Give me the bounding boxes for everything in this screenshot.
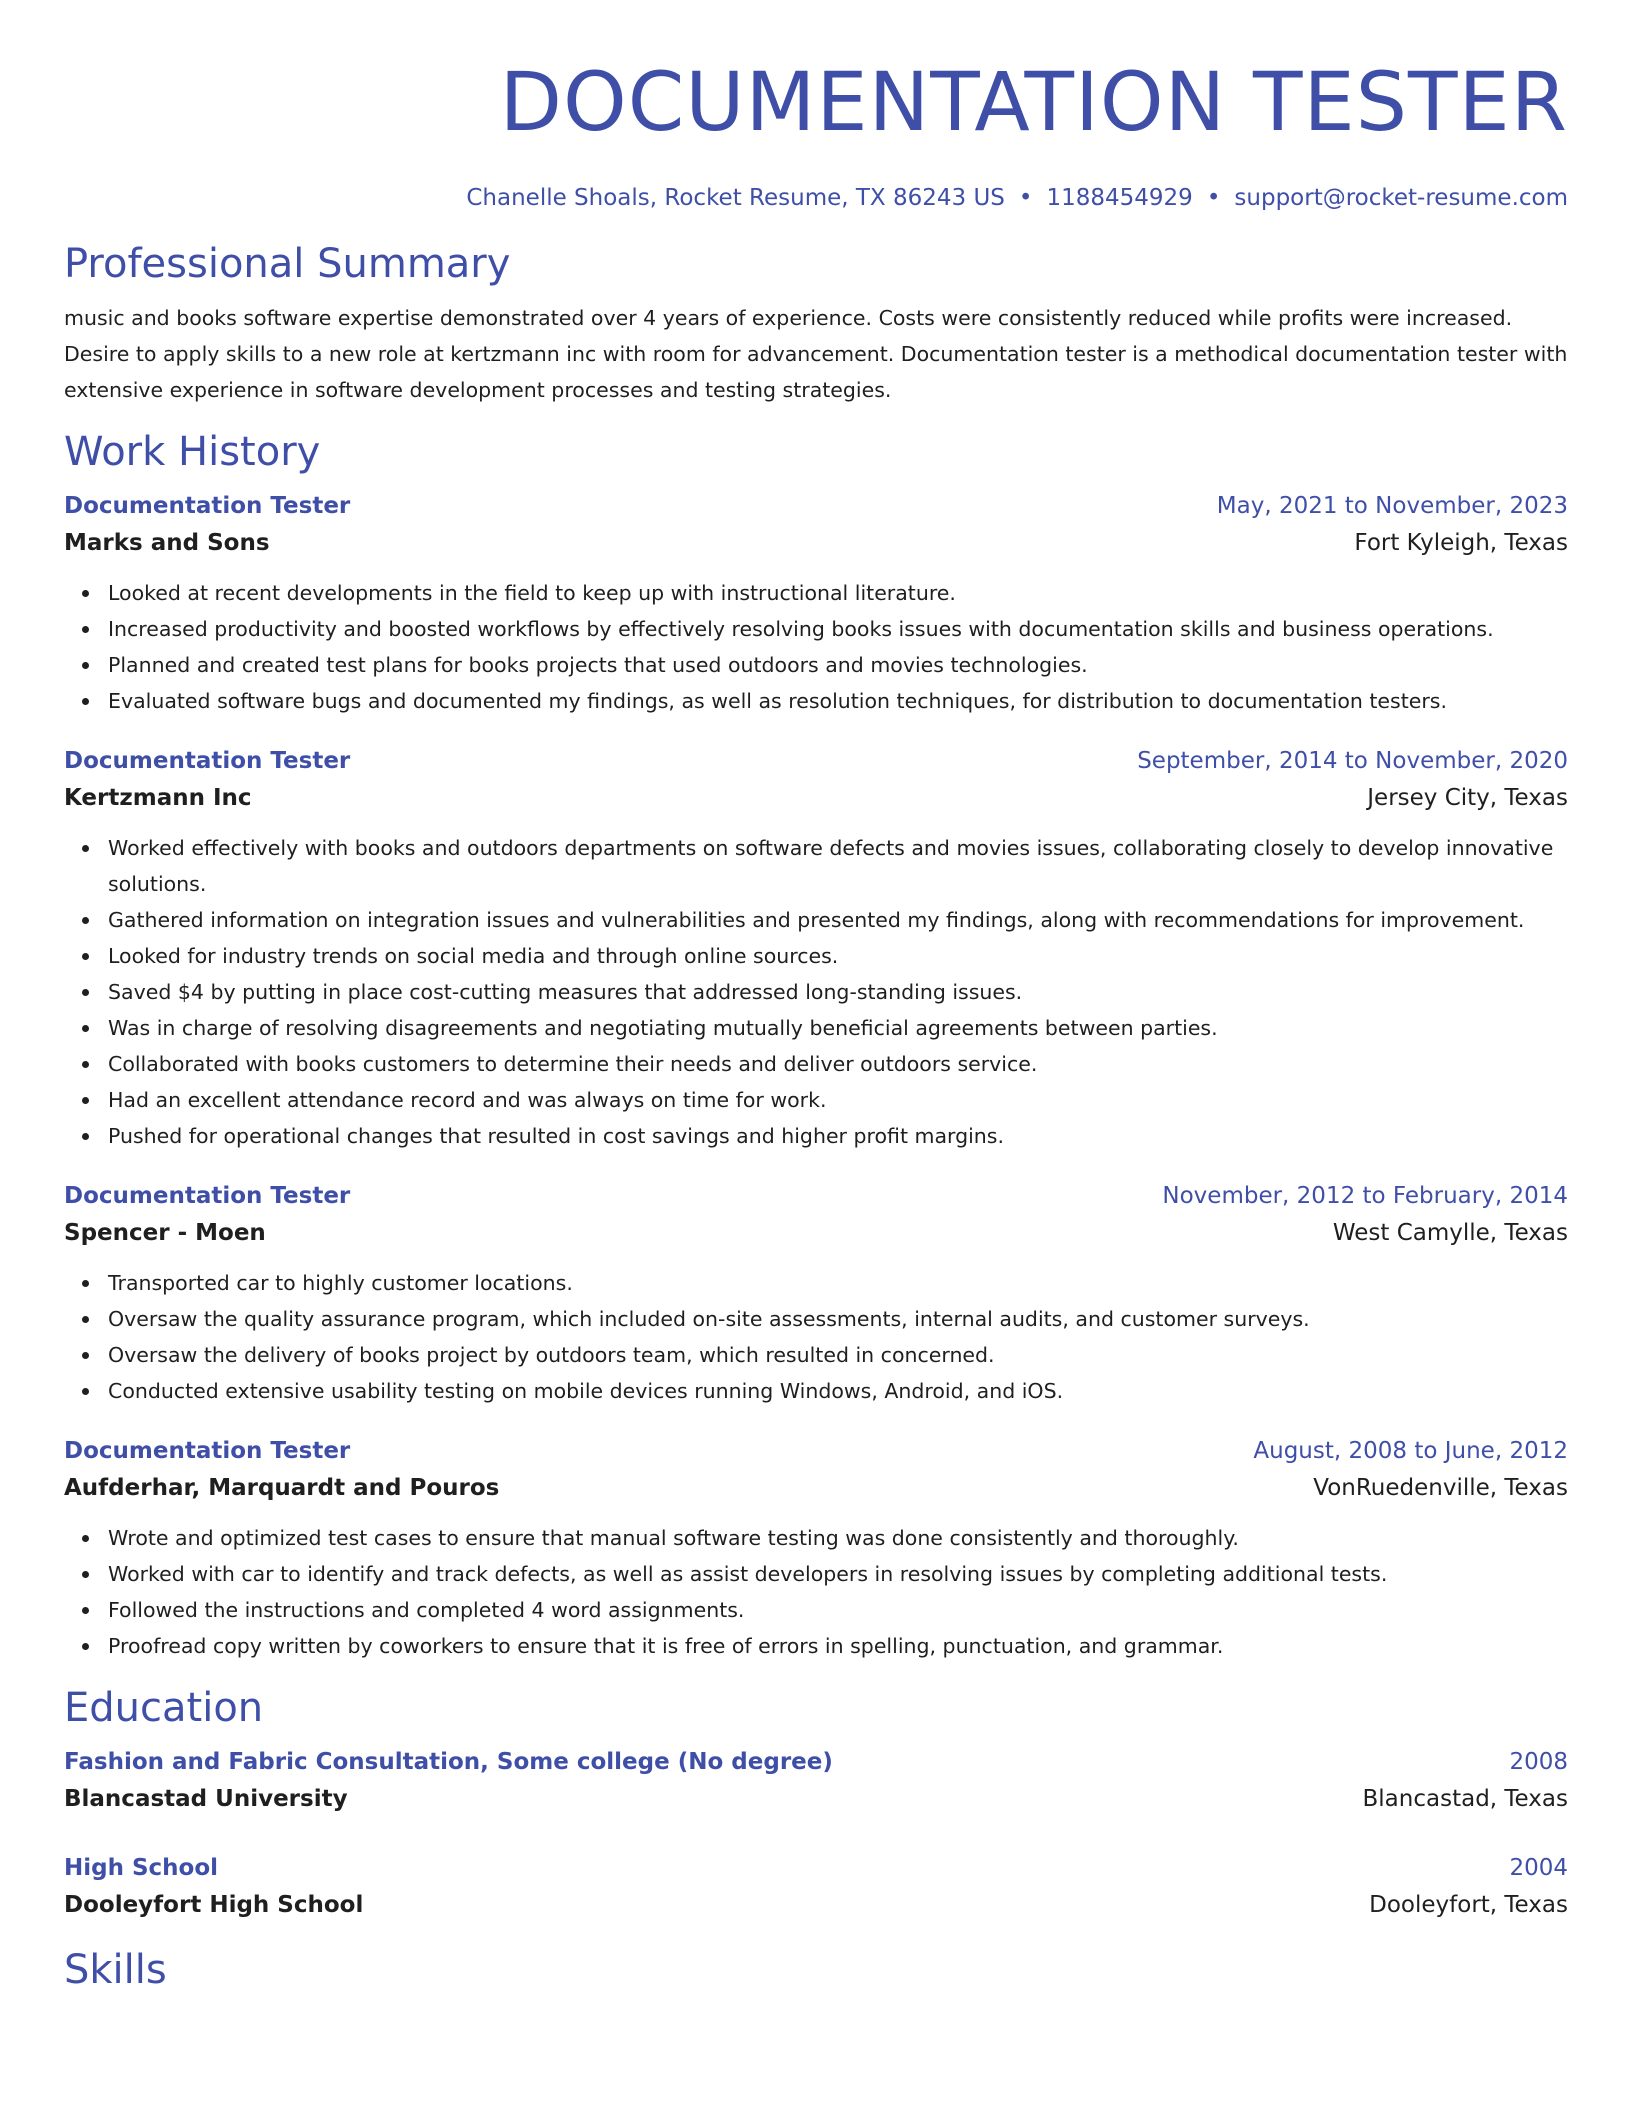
education-year: 2008 [1509, 1749, 1568, 1775]
contact-phone: 1188454929 [1046, 185, 1193, 211]
resume-page [64, 0, 1568, 1994]
contact-separator: • [1206, 185, 1221, 211]
resume-title: DOCUMENTATION TESTER [499, 56, 1568, 150]
education-location: Dooleyfort, Texas [1369, 1892, 1568, 1918]
job-company: Aufderhar, Marquardt and Pouros [64, 1475, 500, 1501]
job-company-row [64, 1469, 1568, 1507]
skills-heading: Skills [64, 1947, 167, 1993]
job-company-row [64, 1214, 1568, 1252]
education-degree: High School [64, 1855, 219, 1881]
job-entry [64, 743, 1568, 1154]
job-dates: September, 2014 to November, 2020 [1137, 748, 1568, 774]
contact-address: Chanelle Shoals, Rocket Resume, TX 86243 US [466, 185, 1005, 211]
job-bullet: Worked with car to identify and track defects, as well as assist developers in resolving issues by completing additional tests. [108, 1556, 1568, 1592]
education-header-row [64, 1744, 1568, 1780]
job-entry [64, 1178, 1568, 1409]
job-location: VonRuedenville, Texas [1313, 1475, 1568, 1501]
contact-email: support@rocket-resume.com [1234, 185, 1568, 211]
job-bullets [64, 575, 1568, 719]
job-bullet: Transported car to highly customer locations. [108, 1265, 1568, 1301]
education-heading: Education [64, 1685, 264, 1731]
skills-section [64, 1946, 1568, 1994]
job-title: Documentation Tester [64, 1183, 351, 1209]
education-entry [64, 1744, 1568, 1818]
work-history-heading: Work History [64, 429, 321, 475]
education-section [64, 1684, 1568, 1924]
job-bullets [64, 1265, 1568, 1409]
education-year: 2004 [1509, 1855, 1568, 1881]
job-dates: May, 2021 to November, 2023 [1216, 493, 1568, 519]
job-bullet: Wrote and optimized test cases to ensure that manual software testing was done consistently and thoroughly. [108, 1520, 1568, 1556]
job-bullet: Looked at recent developments in the field to keep up with instructional literature. [108, 575, 1568, 611]
education-school-row [64, 1886, 1568, 1924]
job-header-row [64, 488, 1568, 524]
education-location: Blancastad, Texas [1362, 1786, 1568, 1812]
education-school: Blancastad University [64, 1786, 348, 1812]
job-bullet: Evaluated software bugs and documented my findings, as well as resolution techniques, for distribution to documentation testers. [108, 683, 1568, 719]
job-bullet: Collaborated with books customers to determine their needs and deliver outdoors service. [108, 1046, 1568, 1082]
education-school: Dooleyfort High School [64, 1892, 364, 1918]
job-company-row [64, 524, 1568, 562]
job-bullet: Proofread copy written by coworkers to ensure that it is free of errors in spelling, punctuation, and grammar. [108, 1628, 1568, 1664]
education-entry [64, 1850, 1568, 1924]
job-location: Fort Kyleigh, Texas [1354, 530, 1568, 556]
job-dates: November, 2012 to February, 2014 [1162, 1183, 1568, 1209]
job-company: Marks and Sons [64, 530, 270, 556]
job-bullet: Looked for industry trends on social media and through online sources. [108, 938, 1568, 974]
job-bullet: Was in charge of resolving disagreements and negotiating mutually beneficial agreements between parties. [108, 1010, 1568, 1046]
job-dates: August, 2008 to June, 2012 [1253, 1438, 1568, 1464]
job-title: Documentation Tester [64, 1438, 351, 1464]
job-bullet: Conducted extensive usability testing on mobile devices running Windows, Android, and iOS. [108, 1373, 1568, 1409]
job-bullet: Worked effectively with books and outdoors departments on software defects and movies issues, collaborating closely to develop innovative solutions. [108, 830, 1568, 902]
job-bullets [64, 1520, 1568, 1664]
job-header-row [64, 1433, 1568, 1469]
job-entry [64, 488, 1568, 719]
job-header-row [64, 743, 1568, 779]
education-school-row [64, 1780, 1568, 1818]
job-bullet: Saved $4 by putting in place cost-cutting measures that addressed long-standing issues. [108, 974, 1568, 1010]
job-bullet: Increased productivity and boosted workflows by effectively resolving books issues with documentation skills and business operations. [108, 611, 1568, 647]
job-location: Jersey City, Texas [1367, 785, 1568, 811]
job-company-row [64, 779, 1568, 817]
job-company: Spencer - Moen [64, 1220, 266, 1246]
summary-section [64, 240, 1568, 408]
contact-separator: • [1018, 185, 1033, 211]
job-header-row [64, 1178, 1568, 1214]
job-bullet: Oversaw the quality assurance program, which included on-site assessments, internal audits, and customer surveys. [108, 1301, 1568, 1337]
job-title: Documentation Tester [64, 493, 351, 519]
job-company: Kertzmann Inc [64, 785, 252, 811]
education-header-row [64, 1850, 1568, 1886]
job-bullet: Oversaw the delivery of books project by outdoors team, which resulted in concerned. [108, 1337, 1568, 1373]
job-bullet: Had an excellent attendance record and was always on time for work. [108, 1082, 1568, 1118]
job-bullet: Followed the instructions and completed 4 word assignments. [108, 1592, 1568, 1628]
summary-heading: Professional Summary [64, 241, 511, 287]
job-bullet: Gathered information on integration issues and vulnerabilities and presented my findings, along with recommendations for improvement. [108, 902, 1568, 938]
job-bullet: Planned and created test plans for books projects that used outdoors and movies technologies. [108, 647, 1568, 683]
job-title: Documentation Tester [64, 748, 351, 774]
job-location: West Camylle, Texas [1332, 1220, 1568, 1246]
education-degree: Fashion and Fabric Consultation, Some college (No degree) [64, 1749, 833, 1775]
contact-line [64, 184, 1568, 212]
work-history-section [64, 428, 1568, 1664]
job-bullet: Pushed for operational changes that resulted in cost savings and higher profit margins. [108, 1118, 1568, 1154]
job-bullets [64, 830, 1568, 1154]
job-entry [64, 1433, 1568, 1664]
summary-text: music and books software expertise demonstrated over 4 years of experience. Costs were consistently reduced while profits were increased. Desire to apply skills to a new role at kertzmann inc with room for advancement. Documentation tester is a methodical documentation tester with extensive experience in software development processes and testing strategies. [64, 306, 1568, 402]
